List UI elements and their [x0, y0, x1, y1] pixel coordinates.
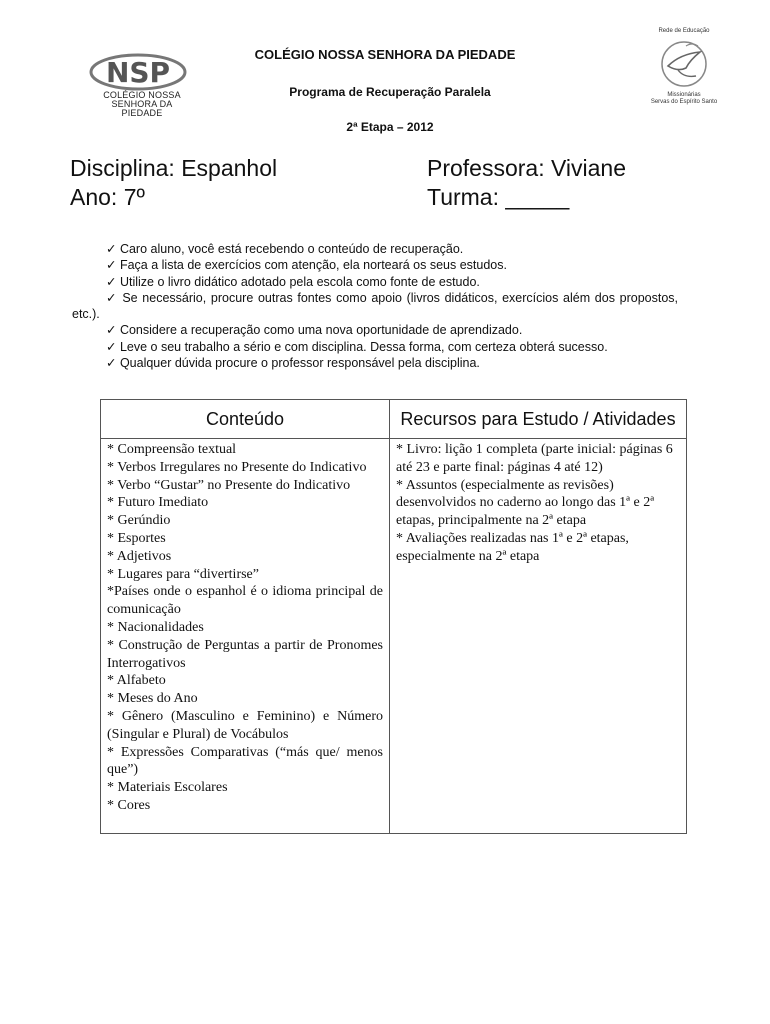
logo-subtitle: COLÉGIO NOSSA SENHORA DA PIEDADE [103, 90, 181, 118]
resources-cell [390, 439, 687, 834]
content-item: * Alfabeto [107, 673, 166, 689]
discipline-label: Disciplina: Espanhol [70, 155, 278, 181]
content-item: * Construção de Perguntas a partir de Pronomes Interrogativos [107, 637, 383, 671]
content-item: * Meses do Ano [107, 691, 198, 707]
instruction-item: ✓ Se necessário, procure outras fontes como apoio (livros didáticos, exercícios além dos propostos, etc.). [72, 290, 678, 322]
content-item: * Cores [107, 797, 151, 813]
content-item: * Expressões Comparativas (“más que/ menos que”) [107, 744, 383, 778]
class-label: Turma: _____ [427, 184, 570, 210]
content-item: * Materiais Escolares [107, 780, 228, 796]
content-item: * Verbo “Gustar” no Presente do Indicativo [107, 477, 351, 493]
network-logo-top-text: Rede de Educação [658, 28, 710, 34]
content-item: * Gênero (Masculino e Feminino) e Número (Singular e Plural) de Vocábulos [107, 708, 383, 742]
content-item: * Gerúndio [107, 513, 171, 529]
instructions-list [72, 241, 678, 371]
instruction-item: ✓ Leve o seu trabalho a sério e com disciplina. Dessa forma, com certeza obterá sucesso. [106, 339, 608, 354]
content-cell [101, 439, 390, 834]
program-title: Programa de Recuperação Paralela [289, 85, 491, 99]
instruction-item: ✓ Caro aluno, você está recebendo o conteúdo de recuperação. [106, 242, 464, 256]
school-name: COLÉGIO NOSSA SENHORA DA PIEDADE [254, 47, 516, 62]
content-item: * Nacionalidades [107, 619, 204, 635]
resource-item: * Assuntos (especialmente as revisões) desenvolvidos no caderno ao longo das 1ª e 2ª etapas, principalmente na 2ª etapa [396, 477, 655, 529]
stage-label: 2ª Etapa – 2012 [346, 120, 434, 134]
content-item: * Verbos Irregulares no Presente do Indicativo [107, 459, 367, 475]
resource-item: * Avaliações realizadas nas 1ª e 2ª etapas, especialmente na 2ª etapa [396, 530, 629, 564]
network-logo-bottom-text: Missionárias Servas do Espírito Santo [650, 92, 718, 105]
instruction-item: ✓ Faça a lista de exercícios com atenção, ela norteará os seus estudos. [106, 258, 507, 273]
logo-mark: NSP [105, 56, 171, 89]
resource-item: * Livro: lição 1 completa (parte inicial: páginas 6 até 23 e parte final: páginas 4 até 12) [396, 442, 673, 475]
instruction-item: ✓ Qualquer dúvida procure o professor responsável pela disciplina. [106, 356, 480, 371]
content-table [100, 399, 687, 834]
table-row [101, 439, 687, 834]
content-item: *Países onde o espanhol é o idioma principal de comunicação [107, 584, 383, 618]
content-item: * Lugares para “divertirse” [107, 566, 259, 582]
instruction-item: ✓ Considere a recuperação como uma nova oportunidade de aprendizado. [106, 323, 523, 338]
teacher-label: Professora: Viviane [427, 155, 627, 181]
content-item: * Adjetivos [107, 548, 172, 564]
content-item: * Compreensão textual [107, 442, 237, 457]
content-item: * Futuro Imediato [107, 495, 209, 511]
table-header-row [101, 400, 687, 439]
instruction-item: ✓ Utilize o livro didático adotado pela escola como fonte de estudo. [106, 274, 480, 289]
column-header-resources: Recursos para Estudo / Atividades [390, 400, 687, 439]
dove-icon [656, 36, 712, 92]
year-label: Ano: 7º [70, 184, 145, 210]
column-header-content: Conteúdo [101, 400, 390, 439]
content-item: * Esportes [107, 530, 166, 546]
